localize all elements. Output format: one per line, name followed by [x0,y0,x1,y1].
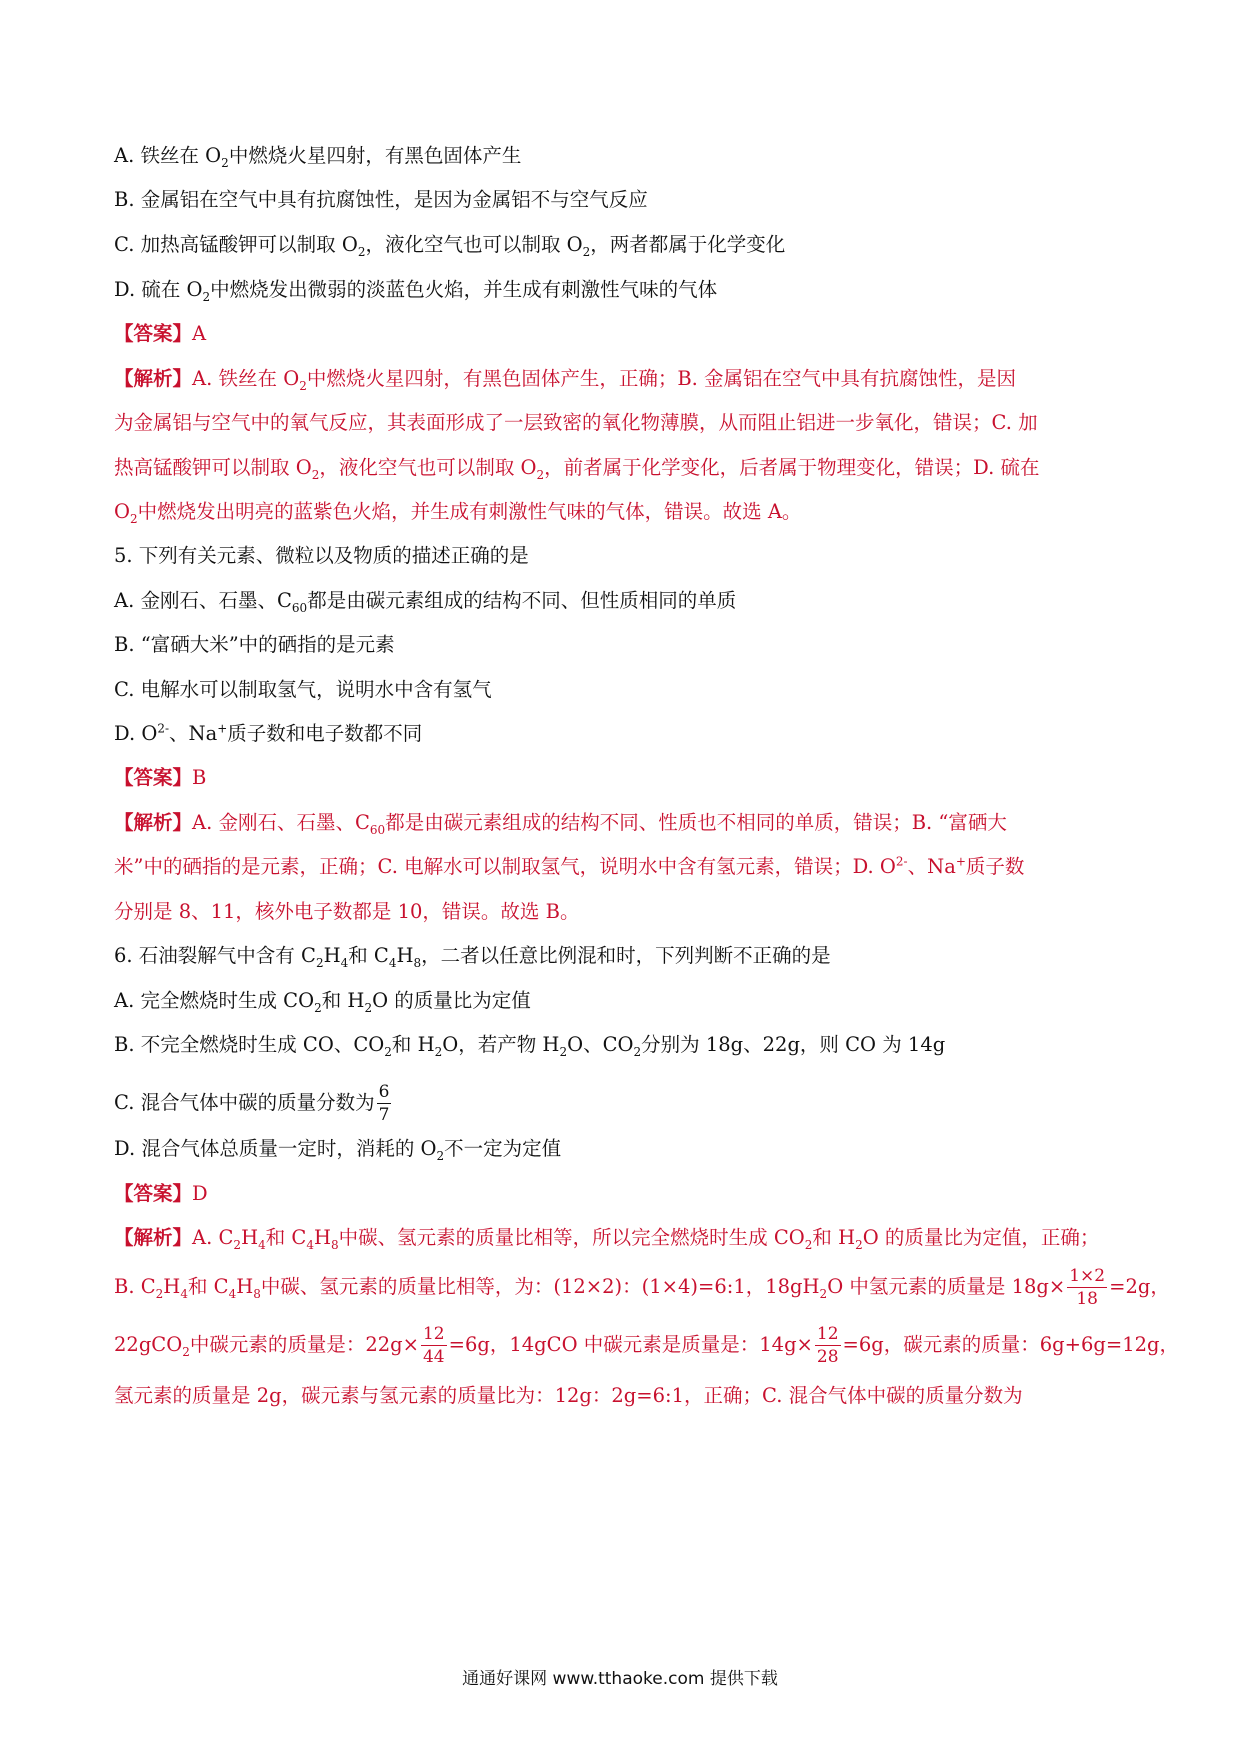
q4-option-b: B. 金属铝在空气中具有抗腐蚀性，是因为金属铝不与空气反应 [114,188,648,211]
q5-option-b: B. “富硒大米”中的硒指的是元素 [114,633,395,656]
q6-option-d: D. 混合气体总质量一定时，消耗的 $O_2$不一定为定值 [114,1137,562,1163]
q6-answer: 【答案】D [114,1182,208,1205]
q6-option-b: B. 不完全燃烧时生成 CO、$CO_2$和 $H_2O$，若产物 $H_2O$、$CO_2$分别为 18g、22g，则 CO 为 14g [114,1033,946,1059]
page-footer: 通通好课网 www.tthaoke.com 提供下载 [462,1669,778,1689]
fraction: $\frac{12}{28}$ [816,1324,839,1367]
q4-option-c: C. 加热高锰酸钾可以制取 $O_2$，液化空气也可以制取 $O_2$，两者都属于化学变化 [114,233,786,259]
q5-stem: 5. 下列有关元素、微粒以及物质的描述正确的是 [114,544,529,567]
q5-option-c: C. 电解水可以制取氢气，说明水中含有氢气 [114,678,492,701]
q6-option-c: C. 混合气体中碳的质量分数为 $\frac{6}{7}$ [114,1082,390,1125]
fraction: $\frac{12}{44}$ [422,1324,445,1367]
q4-option-d: D. 硫在 $O_2$中燃烧发出微弱的淡蓝色火焰，并生成有刺激性气味的气体 [114,278,718,304]
q5-answer: 【答案】B [114,766,207,789]
q6-stem: 6. 石油裂解气中含有 $C_2H_4$和 $C_4H_8$，二者以任意比例混和时，下列判断不正确的是 [114,944,831,970]
q4-option-a: A. 铁丝在 $O_2$中燃烧火星四射，有黑色固体产生 [114,144,522,170]
q6-option-a: A. 完全燃烧时生成 $CO_2$和 $H_2O$ 的质量比为定值 [114,989,531,1015]
q4-answer: 【答案】A [114,322,207,345]
fraction: $\frac{1\times 2}{18}$ [1069,1266,1106,1309]
q5-option-a: A. 金刚石、石墨、$C_{60}$都是由碳元素组成的结构不同、但性质相同的单质 [114,589,737,615]
q5-option-d: D. $O^{2-}$、Na+质子数和电子数都不同 [114,721,423,745]
fraction: $\frac{6}{7}$ [378,1082,390,1125]
